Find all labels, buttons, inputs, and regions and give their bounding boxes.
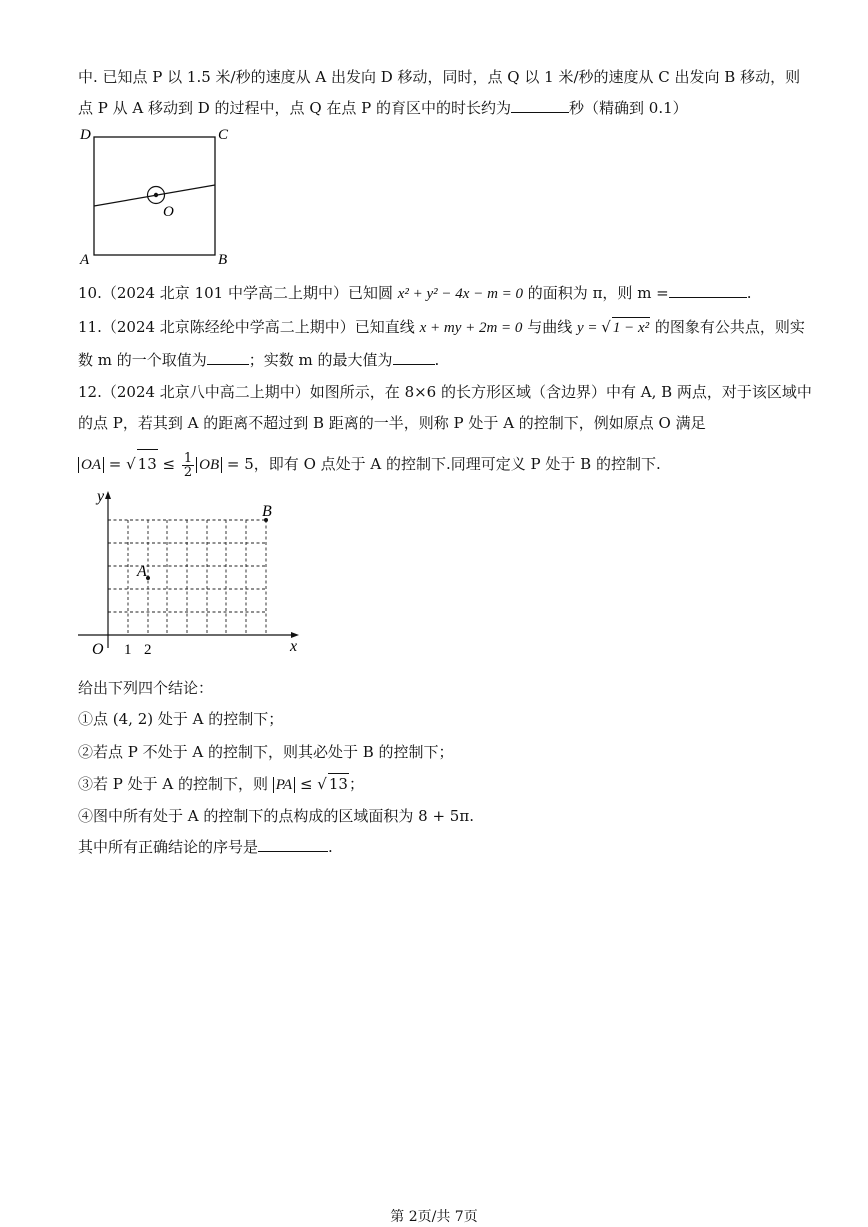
answer-blank[interactable] bbox=[511, 98, 569, 113]
label-A: A bbox=[137, 563, 147, 580]
tick-label-2: 2 bbox=[144, 642, 152, 658]
q12-eq1: = bbox=[104, 455, 127, 473]
answer-blank[interactable] bbox=[207, 350, 249, 365]
y-axis-label: y bbox=[97, 488, 105, 505]
q11-line2-text: 数 m 的一个取值为 bbox=[78, 351, 207, 369]
label-B: B bbox=[262, 503, 272, 520]
q11-mid: 与曲线 bbox=[522, 318, 577, 336]
q12-oa: OA bbox=[78, 457, 104, 473]
sqrt-sign: √ bbox=[317, 775, 327, 793]
label-O: O bbox=[163, 204, 174, 220]
q9-line2 bbox=[78, 98, 688, 118]
q11-line-eq: x + my + 2m = 0 bbox=[419, 320, 523, 336]
answer-blank[interactable] bbox=[258, 837, 328, 852]
q9-line1: 中. 已知点 P 以 1.5 米/秒的速度从 A 出发向 D 移动，同时，点 Q 以 1 米/秒的速度从 C 出发向 B 移动，则 bbox=[78, 68, 801, 86]
fraction-denominator: 2 bbox=[183, 464, 193, 480]
half-fraction bbox=[182, 452, 194, 479]
y-axis-arrow bbox=[105, 491, 111, 499]
q12-line1: 12.（2024 北京八中高二上期中）如图所示，在 8×6 的长方形区域（含边界）中有 A, B 两点，对于该区域中 bbox=[78, 383, 812, 401]
origin-label: O bbox=[92, 641, 104, 658]
q11-line2-mid: ；实数 m 的最大值为 bbox=[248, 351, 393, 369]
conclusion-3-end: ； bbox=[348, 775, 364, 793]
q9-square-figure bbox=[78, 124, 238, 270]
q10-mid: 的面积为 π，则 m = bbox=[523, 284, 669, 302]
q9-line2-suffix: 秒（精确到 0.1） bbox=[569, 99, 688, 117]
q12-line2: 的点 P，若其到 A 的距离不超过到 B 距离的一半，则称 P 处于 A 的控制下，例如原点 O 满足 bbox=[78, 414, 706, 432]
grid-lines bbox=[108, 520, 266, 635]
q12-line3 bbox=[78, 449, 661, 479]
sqrt-sign: √ bbox=[126, 455, 136, 473]
conclusion-3-le: ≤ bbox=[295, 775, 318, 793]
q11-line1 bbox=[78, 317, 805, 338]
label-B: B bbox=[218, 252, 228, 268]
q10-line bbox=[78, 283, 752, 304]
label-A: A bbox=[80, 252, 90, 268]
q11-curve-radicand: 1 − x² bbox=[612, 317, 650, 338]
q12-final-end: . bbox=[328, 838, 333, 856]
conclusion-3-sqrt: 13 bbox=[328, 775, 348, 793]
q12-intro: 给出下列四个结论： bbox=[78, 679, 214, 697]
answer-blank[interactable] bbox=[669, 283, 747, 298]
q10-end: . bbox=[746, 284, 752, 302]
q12-le: ≤ bbox=[157, 455, 180, 473]
q12-final-text: 其中所有正确结论的序号是 bbox=[78, 838, 259, 856]
page-footer: 第 2页/共 7页 bbox=[390, 1209, 478, 1225]
sqrt-sign: √ bbox=[601, 318, 611, 336]
q12-final bbox=[78, 837, 333, 857]
fraction-numerator: 1 bbox=[183, 450, 193, 466]
q11-suffix: 的图象有公共点，则实 bbox=[650, 318, 805, 336]
conclusion-3-pa: PA bbox=[273, 777, 295, 793]
label-D: D bbox=[80, 127, 91, 143]
conclusion-3 bbox=[78, 773, 364, 795]
conclusion-1: ①点 (4, 2) 处于 A 的控制下； bbox=[78, 710, 284, 728]
conclusion-3-text: ③若 P 处于 A 的控制下，则 bbox=[78, 775, 273, 793]
q11-line2-end: . bbox=[434, 351, 440, 369]
q12-ob: OB bbox=[196, 457, 222, 473]
q9-line2-text: 点 P 从 A 移动到 D 的过程中，点 Q 在点 P 的育区中的时长约为 bbox=[78, 99, 512, 117]
q11-prefix: 11.（2024 北京陈经纶中学高二上期中）已知直线 bbox=[78, 318, 420, 336]
label-C: C bbox=[218, 127, 229, 143]
q11-curve-lhs: y = bbox=[576, 320, 602, 336]
answer-blank[interactable] bbox=[393, 350, 435, 365]
conclusion-2: ②若点 P 不处于 A 的控制下，则其必处于 B 的控制下； bbox=[78, 743, 454, 761]
q10-prefix: 10.（2024 北京 101 中学高二上期中）已知圆 bbox=[78, 284, 398, 302]
x-axis-label: x bbox=[290, 638, 298, 655]
q12-grid-figure bbox=[78, 488, 308, 660]
q10-equation: x² + y² − 4x − m = 0 bbox=[397, 286, 524, 302]
q11-line2 bbox=[78, 350, 439, 370]
q12-eq5: = 5，即有 O 点处于 A 的控制下.同理可定义 P 处于 B 的控制下. bbox=[222, 455, 661, 473]
tick-label-1: 1 bbox=[124, 642, 132, 658]
conclusion-4: ④图中所有处于 A 的控制下的点构成的区域面积为 8 + 5π. bbox=[78, 807, 474, 825]
q12-sqrt13: 13 bbox=[137, 449, 158, 478]
